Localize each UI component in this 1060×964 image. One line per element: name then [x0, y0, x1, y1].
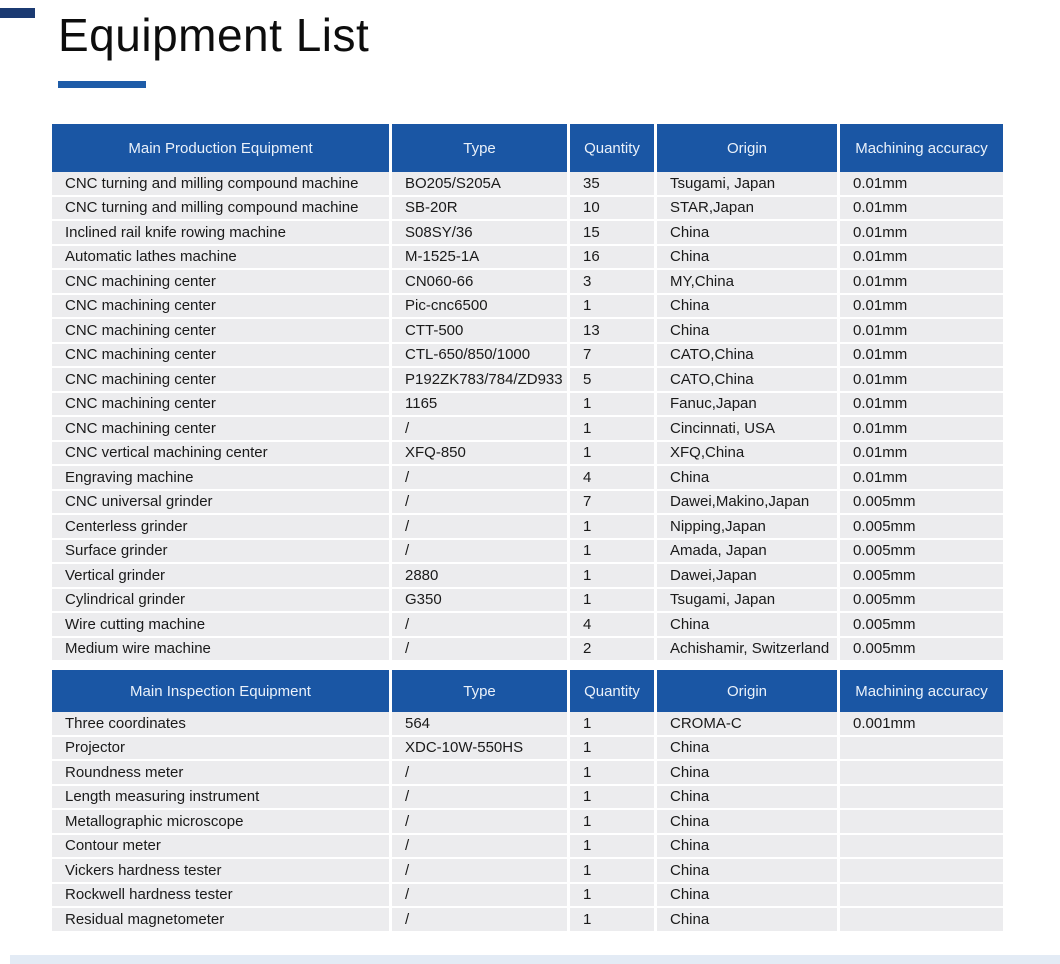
table-cell: China: [657, 908, 840, 933]
table-cell: /: [392, 810, 570, 835]
table-cell: Roundness meter: [52, 761, 392, 786]
table-cell: China: [657, 613, 840, 638]
table-cell: 1: [570, 712, 657, 737]
table-cell: Surface grinder: [52, 540, 392, 565]
table-row: [52, 835, 1003, 860]
table-row: [52, 368, 1003, 393]
table-row: [52, 319, 1003, 344]
table-cell: 0.01mm: [840, 442, 1003, 467]
table-cell: 0.005mm: [840, 613, 1003, 638]
table-cell: XDC-10W-550HS: [392, 737, 570, 762]
table-cell: CNC machining center: [52, 368, 392, 393]
table-cell: [840, 835, 1003, 860]
table-cell: 0.01mm: [840, 319, 1003, 344]
table-header-row: [52, 670, 1003, 712]
table-cell: CNC machining center: [52, 393, 392, 418]
table-cell: 4: [570, 613, 657, 638]
equipment-tables: [52, 124, 1003, 933]
table-cell: 10: [570, 197, 657, 222]
table-cell: 0.001mm: [840, 712, 1003, 737]
table-cell: CTT-500: [392, 319, 570, 344]
table-cell: Tsugami, Japan: [657, 589, 840, 614]
table-row: [52, 638, 1003, 663]
table-cell: 0.005mm: [840, 638, 1003, 663]
table-cell: Projector: [52, 737, 392, 762]
table-cell: Nipping,Japan: [657, 515, 840, 540]
table-cell: /: [392, 859, 570, 884]
table-cell: 1: [570, 859, 657, 884]
table-row: [52, 221, 1003, 246]
table-row: [52, 540, 1003, 565]
page-title: Equipment List: [58, 9, 370, 61]
table-cell: Contour meter: [52, 835, 392, 860]
table-cell: 0.01mm: [840, 368, 1003, 393]
table-row: [52, 442, 1003, 467]
table-cell: /: [392, 515, 570, 540]
table-cell: China: [657, 221, 840, 246]
table-cell: China: [657, 246, 840, 271]
table-cell: 0.005mm: [840, 540, 1003, 565]
table-cell: 35: [570, 172, 657, 197]
table-cell: /: [392, 835, 570, 860]
table-cell: XFQ,China: [657, 442, 840, 467]
table-cell: China: [657, 466, 840, 491]
table-cell: 13: [570, 319, 657, 344]
table-cell: 1: [570, 786, 657, 811]
table-cell: 4: [570, 466, 657, 491]
table-cell: CNC machining center: [52, 270, 392, 295]
table-cell: /: [392, 491, 570, 516]
table-cell: CNC machining center: [52, 295, 392, 320]
table-cell: [840, 884, 1003, 909]
table-cell: 5: [570, 368, 657, 393]
table-cell: Fanuc,Japan: [657, 393, 840, 418]
table-row: [52, 613, 1003, 638]
table-cell: CNC turning and milling compound machine: [52, 172, 392, 197]
table-cell: 1165: [392, 393, 570, 418]
table-cell: Achishamir, Switzerland: [657, 638, 840, 663]
column-header: Machining accuracy: [840, 670, 1003, 712]
table-cell: [840, 908, 1003, 933]
table-cell: 0.01mm: [840, 270, 1003, 295]
table-row: [52, 466, 1003, 491]
table-cell: Medium wire machine: [52, 638, 392, 663]
table-cell: [840, 859, 1003, 884]
table-cell: Centerless grinder: [52, 515, 392, 540]
table-cell: [840, 810, 1003, 835]
table-cell: China: [657, 319, 840, 344]
table-cell: CROMA-C: [657, 712, 840, 737]
table-cell: 0.005mm: [840, 564, 1003, 589]
table-row: [52, 491, 1003, 516]
table-header-row: [52, 124, 1003, 172]
table-row: [52, 859, 1003, 884]
table-row: [52, 417, 1003, 442]
table-cell: /: [392, 786, 570, 811]
table-cell: Vickers hardness tester: [52, 859, 392, 884]
table-cell: 2: [570, 638, 657, 663]
table-cell: 1: [570, 589, 657, 614]
table-cell: 1: [570, 295, 657, 320]
table-cell: Tsugami, Japan: [657, 172, 840, 197]
title-underline: [58, 81, 146, 88]
table-cell: S08SY/36: [392, 221, 570, 246]
table-cell: 0.01mm: [840, 221, 1003, 246]
table-cell: 0.01mm: [840, 172, 1003, 197]
table-cell: Dawei,Japan: [657, 564, 840, 589]
table-cell: Cincinnati, USA: [657, 417, 840, 442]
table-cell: /: [392, 466, 570, 491]
table-cell: Engraving machine: [52, 466, 392, 491]
table-cell: /: [392, 884, 570, 909]
table-cell: Three coordinates: [52, 712, 392, 737]
bottom-accent-bar: [10, 955, 1060, 964]
table-cell: BO205/S205A: [392, 172, 570, 197]
table-cell: CATO,China: [657, 368, 840, 393]
table-cell: Dawei,Makino,Japan: [657, 491, 840, 516]
table-row: [52, 246, 1003, 271]
table-cell: Length measuring instrument: [52, 786, 392, 811]
table-cell: 1: [570, 884, 657, 909]
table-row: [52, 344, 1003, 369]
table-cell: 7: [570, 344, 657, 369]
table-cell: CNC turning and milling compound machine: [52, 197, 392, 222]
table-cell: 1: [570, 810, 657, 835]
column-header: Origin: [657, 670, 840, 712]
table-cell: Vertical grinder: [52, 564, 392, 589]
table-cell: CTL-650/850/1000: [392, 344, 570, 369]
table-row: [52, 761, 1003, 786]
table-cell: CNC machining center: [52, 417, 392, 442]
table-row: [52, 172, 1003, 197]
table-cell: Residual magnetometer: [52, 908, 392, 933]
table-cell: Wire cutting machine: [52, 613, 392, 638]
table-cell: China: [657, 295, 840, 320]
column-header: Machining accuracy: [840, 124, 1003, 172]
table-cell: /: [392, 613, 570, 638]
table-row: [52, 737, 1003, 762]
table-cell: 564: [392, 712, 570, 737]
table-cell: China: [657, 884, 840, 909]
table-cell: /: [392, 540, 570, 565]
page: [0, 8, 1060, 933]
table-cell: /: [392, 761, 570, 786]
table-cell: 1: [570, 417, 657, 442]
table-cell: 1: [570, 908, 657, 933]
table-cell: 0.005mm: [840, 589, 1003, 614]
table-cell: 0.01mm: [840, 246, 1003, 271]
table-cell: M-1525-1A: [392, 246, 570, 271]
table-cell: /: [392, 908, 570, 933]
table-cell: /: [392, 638, 570, 663]
corner-mark: [0, 8, 35, 18]
column-header: Main Inspection Equipment: [52, 670, 392, 712]
table-cell: 1: [570, 564, 657, 589]
table-row: [52, 712, 1003, 737]
table-cell: Rockwell hardness tester: [52, 884, 392, 909]
table-cell: 1: [570, 737, 657, 762]
table-row: [52, 515, 1003, 540]
table-cell: 16: [570, 246, 657, 271]
column-header: Quantity: [570, 670, 657, 712]
table-cell: 1: [570, 835, 657, 860]
table-cell: CNC machining center: [52, 344, 392, 369]
table-cell: Inclined rail knife rowing machine: [52, 221, 392, 246]
table-cell: CNC machining center: [52, 319, 392, 344]
table-cell: China: [657, 737, 840, 762]
table-cell: Pic-cnc6500: [392, 295, 570, 320]
table-cell: 1: [570, 515, 657, 540]
table-cell: 1: [570, 442, 657, 467]
table-cell: 1: [570, 761, 657, 786]
table-row: [52, 197, 1003, 222]
table-cell: SB-20R: [392, 197, 570, 222]
table-cell: 15: [570, 221, 657, 246]
table-cell: 1: [570, 393, 657, 418]
table-cell: China: [657, 810, 840, 835]
table-row: [52, 564, 1003, 589]
table-cell: China: [657, 835, 840, 860]
table-cell: Cylindrical grinder: [52, 589, 392, 614]
table-cell: /: [392, 417, 570, 442]
table-cell: [840, 761, 1003, 786]
production-equipment-table: [52, 124, 1003, 662]
table-cell: 0.005mm: [840, 515, 1003, 540]
table-row: [52, 589, 1003, 614]
table-cell: CNC vertical machining center: [52, 442, 392, 467]
table-cell: 0.01mm: [840, 466, 1003, 491]
table-cell: 2880: [392, 564, 570, 589]
table-cell: 1: [570, 540, 657, 565]
table-cell: P192ZK783/784/ZD933: [392, 368, 570, 393]
table-cell: China: [657, 859, 840, 884]
table-cell: CATO,China: [657, 344, 840, 369]
table-cell: 0.01mm: [840, 393, 1003, 418]
table-cell: [840, 786, 1003, 811]
table-cell: 0.005mm: [840, 491, 1003, 516]
table-cell: 3: [570, 270, 657, 295]
table-cell: Amada, Japan: [657, 540, 840, 565]
table-cell: XFQ-850: [392, 442, 570, 467]
table-row: [52, 810, 1003, 835]
table-cell: STAR,Japan: [657, 197, 840, 222]
table-cell: 0.01mm: [840, 344, 1003, 369]
table-cell: 0.01mm: [840, 295, 1003, 320]
inspection-equipment-table: [52, 670, 1003, 933]
table-cell: CN060-66: [392, 270, 570, 295]
table-cell: Automatic lathes machine: [52, 246, 392, 271]
table-cell: MY,China: [657, 270, 840, 295]
column-header: Quantity: [570, 124, 657, 172]
table-cell: China: [657, 786, 840, 811]
table-cell: [840, 737, 1003, 762]
table-cell: 7: [570, 491, 657, 516]
table-row: [52, 884, 1003, 909]
table-cell: 0.01mm: [840, 197, 1003, 222]
table-cell: G350: [392, 589, 570, 614]
table-row: [52, 295, 1003, 320]
table-cell: 0.01mm: [840, 417, 1003, 442]
table-cell: Metallographic microscope: [52, 810, 392, 835]
table-cell: China: [657, 761, 840, 786]
table-row: [52, 908, 1003, 933]
column-header: Type: [392, 670, 570, 712]
table-row: [52, 270, 1003, 295]
column-header: Origin: [657, 124, 840, 172]
table-row: [52, 393, 1003, 418]
column-header: Main Production Equipment: [52, 124, 392, 172]
column-header: Type: [392, 124, 570, 172]
table-cell: CNC universal grinder: [52, 491, 392, 516]
table-row: [52, 786, 1003, 811]
